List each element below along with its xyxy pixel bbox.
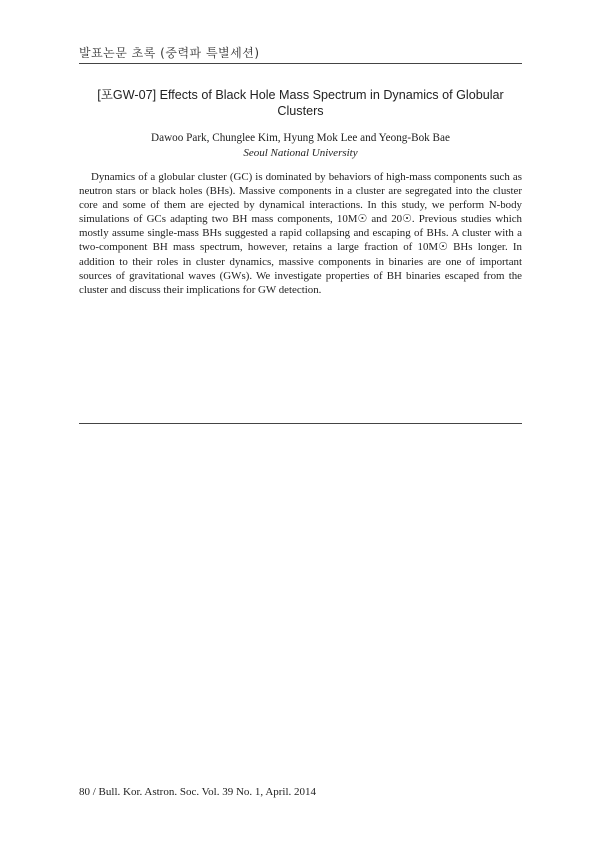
paper-affiliation: Seoul National University (243, 147, 358, 159)
paper-title: [포GW-07] Effects of Black Hole Mass Spectrum in Dynamics of Globular Clusters (97, 88, 504, 118)
section-label: 발표논문 초록 (중력파 특별세션) (79, 46, 260, 60)
journal-citation: 80 / Bull. Kor. Astron. Soc. Vol. 39 No. 1, April. 2014 (79, 786, 317, 798)
header-divider (79, 63, 522, 64)
abstract-divider (79, 423, 522, 424)
paper-authors: Dawoo Park, Chunglee Kim, Hyung Mok Lee and Yeong-Bok Bae (151, 132, 450, 144)
abstract-text: Dynamics of a globular cluster (GC) is dominated by behaviors of high-mass components such as neutron stars or black holes (BHs). Massive components in a cluster are segregated into the cluster core and some of them are ejected by dynamical interactions. In this study, we perform N-body simulations of GCs adapting two BH mass components, 10M☉ and 20☉. Previous studies which mostly assume single-mass BHs suggested a rapid collapsing and escaping of BHs. A cluster with a two-component BH mass spectrum, however, retains a large fraction of 10M☉ BHs longer. In addition to their roles in cluster dynamics, massive components in binaries are one of important sources of gravitational waves (GWs). We investigate properties of BH binaries escaped from the cluster and discuss their implications for GW detection. (79, 171, 522, 296)
